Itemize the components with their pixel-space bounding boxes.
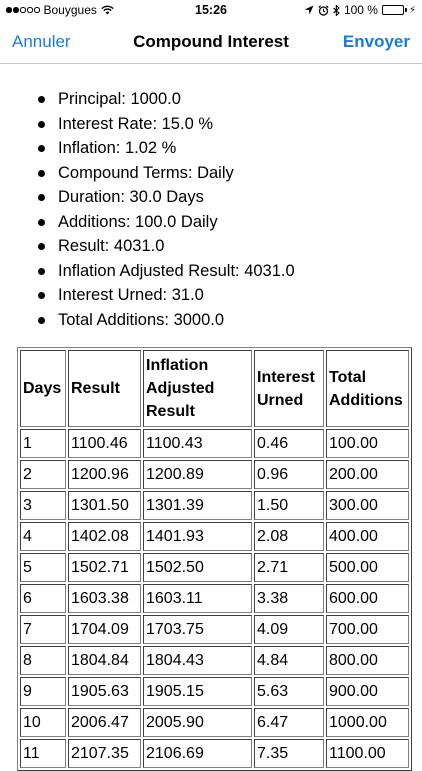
table-row [20,584,409,613]
table-row [20,522,409,551]
cancel-button[interactable]: Annuler [12,32,71,51]
summary-additions: Additions: 100.0 Daily [38,210,295,235]
table-row [20,491,409,520]
cell-total-additions: 400.00 [326,522,409,551]
cell-inflation-adjusted: 1905.15 [143,677,252,706]
table-row [20,708,409,737]
table-row [20,429,409,458]
cell-days: 5 [20,553,66,582]
cell-interest: 2.71 [254,553,324,582]
results-table [17,347,412,771]
charging-bolt-icon: ⚡ [408,4,416,16]
cell-days: 9 [20,677,66,706]
summary-inflation: Inflation: 1.02 % [38,136,295,161]
summary-result: Result: 4031.0 [38,234,295,259]
summary-interest-urned: Interest Urned: 31.0 [38,283,295,308]
cell-inflation-adjusted: 1401.93 [143,522,252,551]
cell-inflation-adjusted: 2106.69 [143,739,252,768]
cell-interest: 4.09 [254,615,324,644]
cell-result: 1502.71 [68,553,141,582]
summary-list [38,87,295,332]
status-time: 15:26 [195,3,227,17]
table-row [20,615,409,644]
cell-days: 3 [20,491,66,520]
header-result: Result [68,350,141,427]
cell-interest: 3.38 [254,584,324,613]
cell-interest: 2.08 [254,522,324,551]
cell-interest: 1.50 [254,491,324,520]
summary-interest-rate: Interest Rate: 15.0 % [38,112,295,137]
cell-total-additions: 1000.00 [326,708,409,737]
cell-interest: 6.47 [254,708,324,737]
cell-result: 1301.50 [68,491,141,520]
cell-result: 2107.35 [68,739,141,768]
cell-days: 2 [20,460,66,489]
summary-duration: Duration: 30.0 Days [38,185,295,210]
summary-principal: Principal: 1000.0 [38,87,295,112]
cell-total-additions: 1100.00 [326,739,409,768]
table-header-row [20,350,409,427]
summary-total-additions: Total Additions: 3000.0 [38,308,295,333]
table-row [20,739,409,768]
cell-result: 1704.09 [68,615,141,644]
cell-total-additions: 800.00 [326,646,409,675]
cell-days: 8 [20,646,66,675]
battery-percent: 100 % [343,3,378,17]
battery-icon [382,5,404,15]
bluetooth-icon [333,5,340,16]
cell-result: 1200.96 [68,460,141,489]
cell-result: 1603.38 [68,584,141,613]
cell-inflation-adjusted: 1603.11 [143,584,252,613]
cell-result: 1100.46 [68,429,141,458]
cell-interest: 0.96 [254,460,324,489]
summary-inflation-adjusted-result: Inflation Adjusted Result: 4031.0 [38,259,295,284]
cell-result: 1402.08 [68,522,141,551]
navigation-bar [0,20,422,64]
cell-days: 7 [20,615,66,644]
table-row [20,553,409,582]
cell-days: 1 [20,429,66,458]
cell-inflation-adjusted: 1100.43 [143,429,252,458]
header-total-additions: Total Additions [326,350,409,427]
cell-interest: 0.46 [254,429,324,458]
cell-days: 11 [20,739,66,768]
cell-days: 10 [20,708,66,737]
alarm-icon [318,5,329,16]
cell-total-additions: 300.00 [326,491,409,520]
header-inflation-adjusted-result: Inflation Adjusted Result [143,350,252,427]
cell-inflation-adjusted: 2005.90 [143,708,252,737]
cell-interest: 5.63 [254,677,324,706]
cell-total-additions: 700.00 [326,615,409,644]
summary-compound-terms: Compound Terms: Daily [38,161,295,186]
table-row [20,460,409,489]
table-row [20,646,409,675]
status-bar [0,0,422,20]
cell-total-additions: 200.00 [326,460,409,489]
cell-days: 4 [20,522,66,551]
cell-total-additions: 600.00 [326,584,409,613]
cell-inflation-adjusted: 1200.89 [143,460,252,489]
cell-result: 1804.84 [68,646,141,675]
send-button[interactable]: Envoyer [342,32,410,51]
cell-inflation-adjusted: 1502.50 [143,553,252,582]
page-title: Compound Interest [133,32,289,51]
cell-total-additions: 900.00 [326,677,409,706]
header-interest-urned: Interest Urned [254,350,324,427]
status-right [304,3,416,17]
cell-inflation-adjusted: 1703.75 [143,615,252,644]
cell-result: 2006.47 [68,708,141,737]
location-arrow-icon [304,5,314,15]
cell-interest: 7.35 [254,739,324,768]
header-days: Days [20,350,66,427]
cell-total-additions: 500.00 [326,553,409,582]
cell-inflation-adjusted: 1804.43 [143,646,252,675]
carrier-name: Bouygues [43,3,97,17]
table-row [20,677,409,706]
cell-inflation-adjusted: 1301.39 [143,491,252,520]
cell-total-additions: 100.00 [326,429,409,458]
cell-days: 6 [20,584,66,613]
cell-interest: 4.84 [254,646,324,675]
cell-result: 1905.63 [68,677,141,706]
